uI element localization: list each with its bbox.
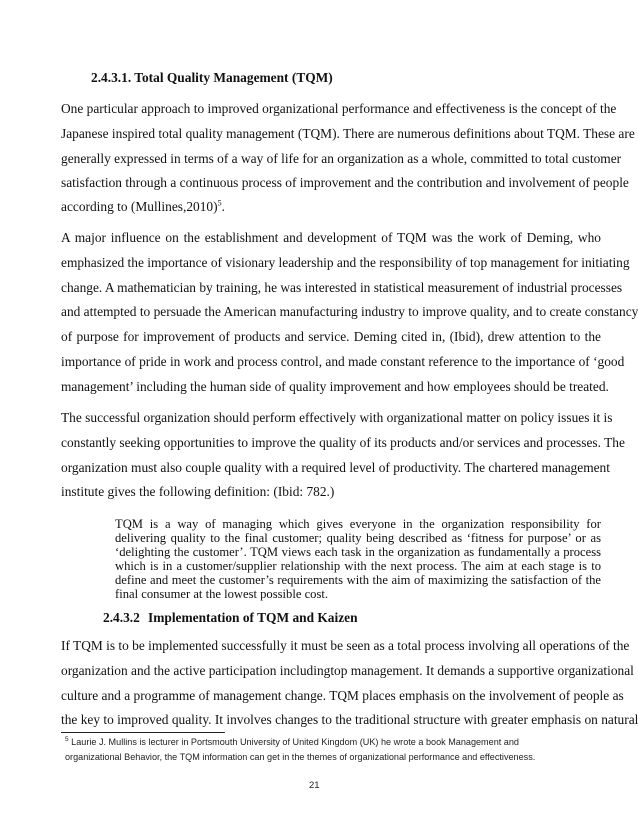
paragraph-2-line: change. A mathematician by training, he was interested in statistical measurement of industrial processes xyxy=(61,280,623,295)
paragraph-1-line: One particular approach to improved organizational performance and effectiveness is the concept of the xyxy=(61,101,617,116)
paragraph-4-line: organization and the active participation includingtop management. It demands a supportive organizational xyxy=(61,663,634,678)
quote-line: which is in a customer/supplier relationship with the next process. The aim at each stage is to xyxy=(115,559,601,573)
footnote-line: organizational Behavior, the TQM information can get in the themes of organizational performance and effectiveness. xyxy=(65,752,536,762)
subsection-title: Implementation of TQM and Kaizen xyxy=(148,610,358,625)
footnote-reference: 5 xyxy=(217,198,222,208)
subsection-number: 2.4.3.2 xyxy=(103,610,140,625)
paragraph-3-line: The successful organization should perform effectively with organizational matter on policy issues it is xyxy=(61,410,613,425)
quote-line: TQM is a way of managing which gives everyone in the organization responsibility for xyxy=(115,517,601,531)
page-number: 21 xyxy=(309,780,320,791)
paragraph-2-line: A major influence on the establishment and development of TQM was the work of Deming, who xyxy=(61,230,601,245)
footnote-mark: 5 xyxy=(65,735,69,743)
paragraph-4-line: culture and a programme of management change. TQM places emphasis on the involvement of people as xyxy=(61,688,624,703)
paragraph-2-line: management’ including the human side of quality improvement and how employees should be treated. xyxy=(61,379,609,394)
section-heading: 2.4.3.1. Total Quality Management (TQM) xyxy=(91,70,333,85)
quote-line: final consumer at the lowest possible cost. xyxy=(115,587,328,601)
paragraph-3-line: institute gives the following definition: (Ibid: 782.) xyxy=(61,484,335,499)
paragraph-3-line: organization must also couple quality with a required level of productivity. The chartered management xyxy=(61,460,610,475)
paragraph-1-line: Japanese inspired total quality management (TQM). There are numerous definitions about TQM. These are xyxy=(61,126,635,141)
paragraph-4-line: the key to improved quality. It involves changes to the traditional structure with greater emphasis on natural xyxy=(61,712,638,727)
footnote-line xyxy=(65,737,519,747)
paragraph-1-line: satisfaction through a continuous process of improvement and the contribution and involvement of people xyxy=(61,175,629,190)
paragraph-2-line: and attempted to persuade the American manufacturing industry to improve quality, and to create constancy xyxy=(61,304,638,319)
paragraph-1-line: generally expressed in terms of a way of life for an organization as a whole, committed to total customer xyxy=(61,151,622,166)
paragraph-1-last-line xyxy=(61,199,225,215)
paragraph-4-line: If TQM is to be implemented successfully it must be seen as a total process involving all operations of the xyxy=(61,638,630,653)
footnote-text: Laurie J. Mullins is lecturer in Portsmouth University of United Kingdom (UK) he wrote a book Management and xyxy=(71,737,519,747)
quote-line: define and meet the customer’s requirements with the aim of maximizing the satisfaction of the xyxy=(115,573,601,587)
paragraph-2-line: importance of pride in work and process control, and made constant reference to the importance of ‘good xyxy=(61,354,625,369)
quote-line: ‘delighting the customer’. TQM views each task in the organization as fundamentally a process xyxy=(115,545,601,559)
footnote-separator xyxy=(61,732,225,733)
paragraph-2-line: of purpose for improvement of products and service. Deming cited in, (Ibid), drew attention to the xyxy=(61,329,601,344)
quote-line: delivering quality to the final customer; quality being described as ‘fitness for purpose’ or as xyxy=(115,531,601,545)
paragraph-3-line: constantly seeking opportunities to improve the quality of its products and/or services and processes. The xyxy=(61,435,625,450)
paragraph-2-line: emphasized the importance of visionary leadership and the responsibility of top management for initiating xyxy=(61,255,630,270)
subsection-heading xyxy=(103,610,358,626)
paragraph-1-period: . xyxy=(221,199,225,214)
paragraph-1-text: according to (Mullines,2010) xyxy=(61,199,218,214)
